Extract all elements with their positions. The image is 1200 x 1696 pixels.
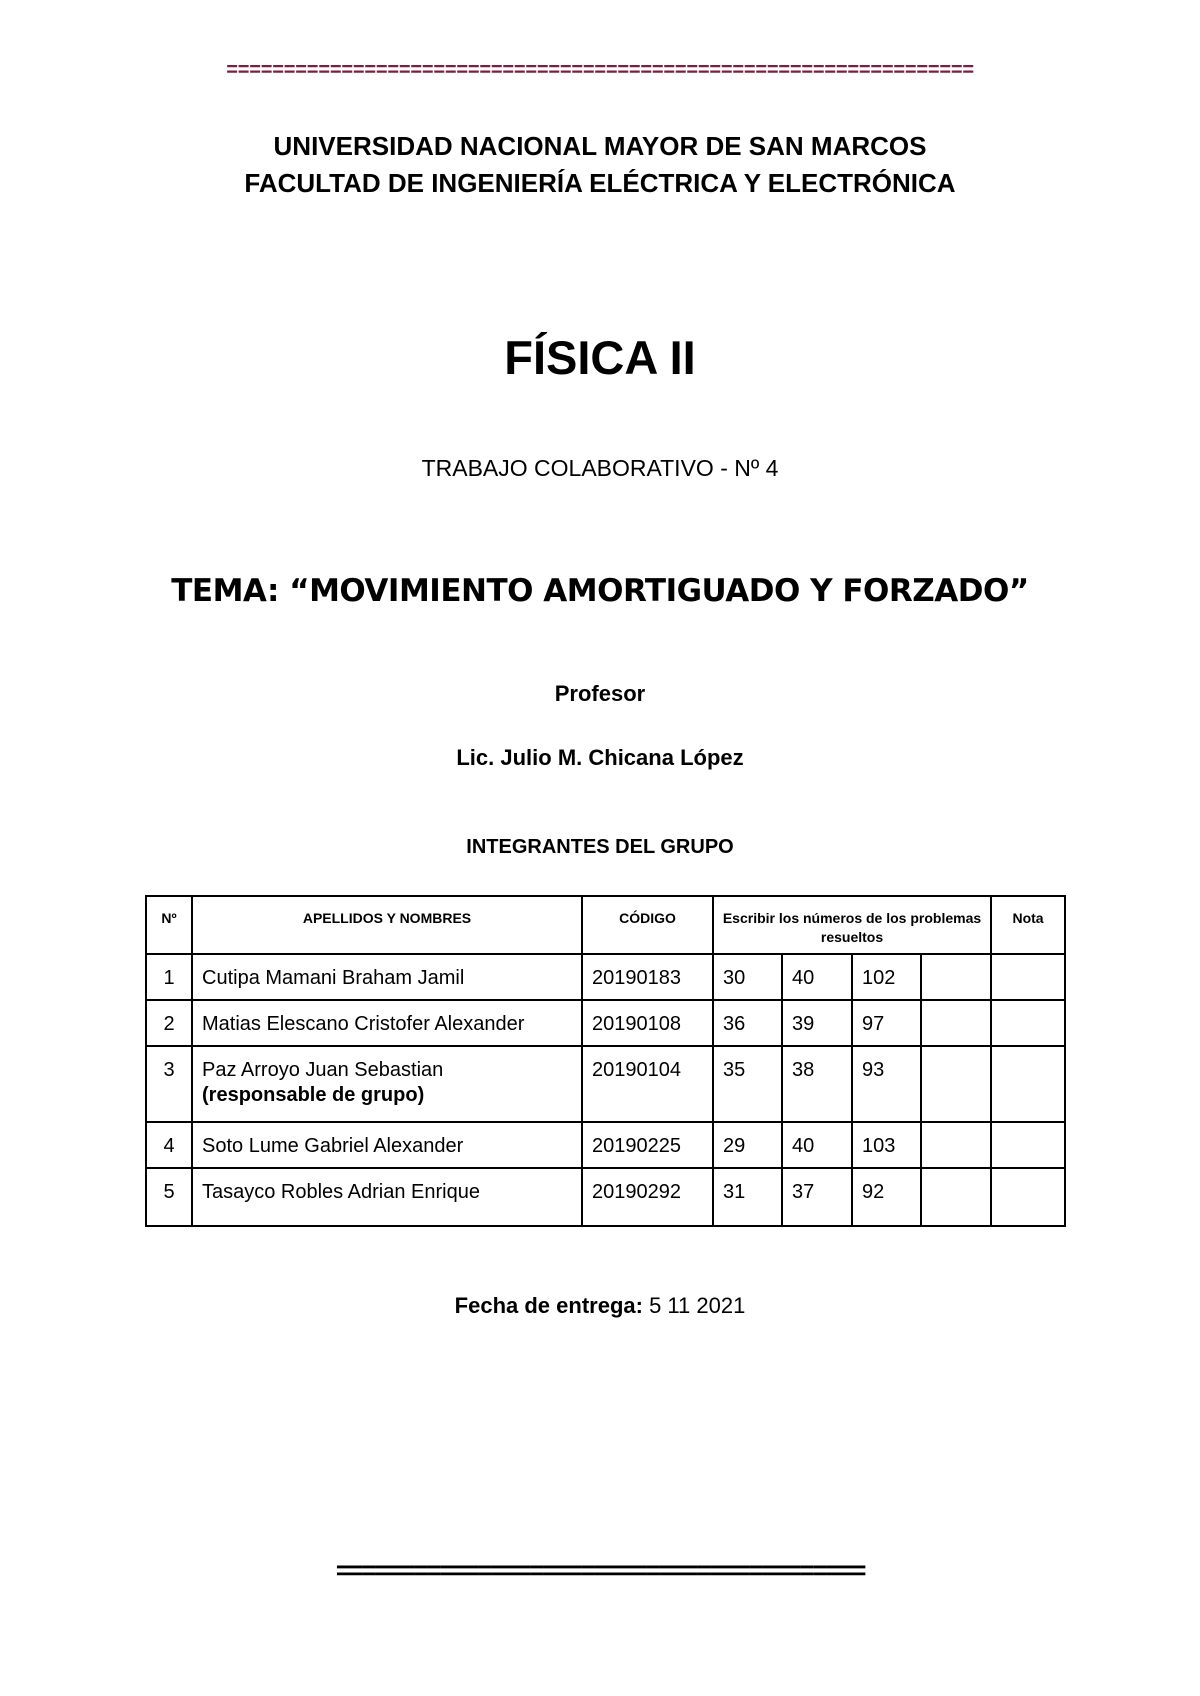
row-grade — [991, 1046, 1065, 1122]
professor-name: Lic. Julio M. Chicana López — [456, 745, 744, 770]
row-problem — [921, 1046, 991, 1122]
row-problem: 29 — [713, 1122, 782, 1168]
top-decorative-rule: ================================================================= — [226, 60, 974, 83]
col-header-grade: Nota — [991, 896, 1065, 954]
row-name: Paz Arroyo Juan Sebastian — [202, 1059, 444, 1081]
row-problem: 102 — [852, 954, 921, 1000]
delivery-date-line — [0, 1293, 1200, 1319]
row-problem — [921, 1168, 991, 1226]
row-num: 2 — [146, 1000, 192, 1046]
row-problem: 92 — [852, 1168, 921, 1226]
row-code: 20190104 — [582, 1046, 713, 1122]
row-code: 20190108 — [582, 1000, 713, 1046]
faculty-name: FACULTAD DE INGENIERÍA ELÉCTRICA Y ELECTRÓNICA — [244, 168, 956, 198]
col-header-name: APELLIDOS Y NOMBRES — [192, 896, 582, 954]
row-grade — [991, 1168, 1065, 1226]
row-problem: 36 — [713, 1000, 782, 1046]
row-num: 4 — [146, 1122, 192, 1168]
table-row — [146, 1000, 1065, 1046]
bottom-decorative-rule: ========================================= — [335, 1555, 865, 1585]
delivery-label: Fecha de entrega: — [454, 1293, 643, 1318]
university-name: UNIVERSIDAD NACIONAL MAYOR DE SAN MARCOS — [273, 131, 927, 161]
row-code: 20190183 — [582, 954, 713, 1000]
row-name: Soto Lume Gabriel Alexander — [192, 1122, 582, 1168]
table-header-row — [146, 896, 1065, 954]
topic-title: TEMA: “MOVIMIENTO AMORTIGUADO Y FORZADO” — [171, 573, 1029, 609]
row-num: 5 — [146, 1168, 192, 1226]
row-grade — [991, 1000, 1065, 1046]
table-row — [146, 1046, 1065, 1122]
row-problem: 35 — [713, 1046, 782, 1122]
col-header-problems: Escribir los números de los problemas resueltos — [713, 896, 991, 954]
table-row — [146, 1122, 1065, 1168]
row-name: Cutipa Mamani Braham Jamil — [192, 954, 582, 1000]
group-title: INTEGRANTES DEL GRUPO — [466, 836, 734, 858]
col-header-code: CÓDIGO — [582, 896, 713, 954]
course-title: FÍSICA II — [504, 331, 696, 384]
row-problem: 31 — [713, 1168, 782, 1226]
row-problem: 37 — [782, 1168, 852, 1226]
row-problem — [921, 1000, 991, 1046]
group-leader-note: (responsable de grupo) — [202, 1084, 425, 1106]
professor-label: Profesor — [554, 681, 646, 706]
row-problem: 39 — [782, 1000, 852, 1046]
table-row — [146, 1168, 1065, 1226]
row-problem: 38 — [782, 1046, 852, 1122]
row-problem: 40 — [782, 1122, 852, 1168]
row-problem: 40 — [782, 954, 852, 1000]
row-code: 20190225 — [582, 1122, 713, 1168]
row-name: Tasayco Robles Adrian Enrique — [192, 1168, 582, 1226]
row-name: Matias Elescano Cristofer Alexander — [192, 1000, 582, 1046]
row-problem: 97 — [852, 1000, 921, 1046]
members-table — [145, 895, 1066, 1227]
row-problem: 93 — [852, 1046, 921, 1122]
assignment-title: TRABAJO COLABORATIVO - Nº 4 — [421, 455, 779, 481]
row-code: 20190292 — [582, 1168, 713, 1226]
row-problem: 30 — [713, 954, 782, 1000]
row-grade — [991, 1122, 1065, 1168]
row-problem — [921, 1122, 991, 1168]
row-num: 3 — [146, 1046, 192, 1122]
col-header-num: Nº — [146, 896, 192, 954]
institution-header — [0, 128, 1200, 202]
row-grade — [991, 954, 1065, 1000]
row-name-cell — [192, 1046, 582, 1122]
row-problem — [921, 954, 991, 1000]
row-num: 1 — [146, 954, 192, 1000]
delivery-date: 5 11 2021 — [649, 1293, 746, 1318]
row-problem: 103 — [852, 1122, 921, 1168]
table-row — [146, 954, 1065, 1000]
